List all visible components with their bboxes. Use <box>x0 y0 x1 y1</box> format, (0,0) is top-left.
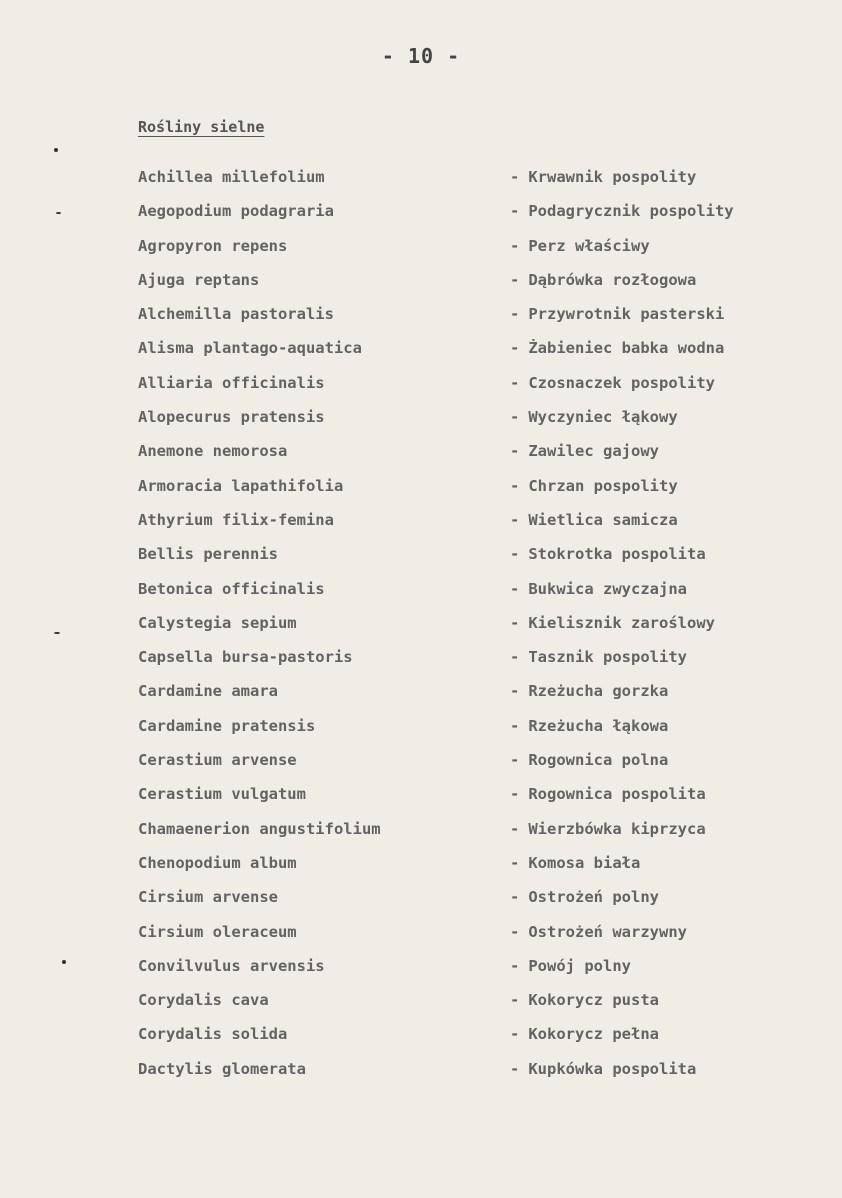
separator-dash: - <box>510 785 520 804</box>
list-item <box>0 957 842 991</box>
separator-dash: - <box>510 1025 520 1044</box>
list-item <box>0 580 842 614</box>
polish-name-text: Rzeżucha łąkowa <box>528 716 669 735</box>
separator-dash: - <box>510 236 520 255</box>
polish-name-text: Kielisznik zaroślowy <box>528 613 715 632</box>
polish-name-text: Perz właściwy <box>528 236 650 255</box>
list-item <box>0 614 842 648</box>
latin-name: Cardamine amara <box>138 682 278 701</box>
polish-name <box>510 648 687 666</box>
latin-name: Aegopodium podagraria <box>138 202 334 221</box>
polish-name-text: Ostrożeń warzywny <box>528 922 687 941</box>
polish-name <box>510 785 706 803</box>
separator-dash: - <box>510 751 520 770</box>
list-item <box>0 237 842 271</box>
polish-name-text: Zawilec gajowy <box>528 442 659 461</box>
margin-mark <box>62 960 66 964</box>
page-number: - 10 - <box>381 44 461 68</box>
separator-dash: - <box>510 305 520 324</box>
separator-dash: - <box>510 339 520 358</box>
margin-mark <box>56 212 61 214</box>
section-heading: Rośliny sielne <box>138 118 265 136</box>
separator-dash: - <box>510 956 520 975</box>
polish-name <box>510 305 724 323</box>
latin-name: Alopecurus pratensis <box>138 408 325 427</box>
separator-dash: - <box>510 373 520 392</box>
list-item <box>0 168 842 202</box>
polish-name-text: Rzeżucha gorzka <box>528 682 669 701</box>
polish-name-text: Chrzan pospolity <box>528 476 678 495</box>
latin-name: Cirsium oleraceum <box>138 922 297 941</box>
separator-dash: - <box>510 579 520 598</box>
separator-dash: - <box>510 819 520 838</box>
latin-name: Cirsium arvense <box>138 888 278 907</box>
polish-name <box>510 511 678 529</box>
separator-dash: - <box>510 716 520 735</box>
list-item <box>0 1025 842 1059</box>
polish-name-text: Wietlica samicza <box>528 510 678 529</box>
separator-dash: - <box>510 168 520 186</box>
polish-name <box>510 888 659 906</box>
polish-name <box>510 271 696 289</box>
latin-name: Alisma plantago-aquatica <box>138 339 362 358</box>
polish-name-text: Przywrotnik pasterski <box>528 305 725 324</box>
polish-name-text: Rogownica polna <box>528 751 669 770</box>
separator-dash: - <box>510 613 520 632</box>
separator-dash: - <box>510 682 520 701</box>
latin-name: Achillea millefolium <box>138 168 325 186</box>
latin-name: Alliaria officinalis <box>138 373 325 392</box>
polish-name <box>510 751 668 769</box>
list-item <box>0 682 842 716</box>
latin-name: Athyrium filix-femina <box>138 510 334 529</box>
polish-name-text: Powój polny <box>528 956 631 975</box>
latin-name: Agropyron repens <box>138 236 288 255</box>
latin-name: Ajuga reptans <box>138 270 260 289</box>
polish-name-text: Podagrycznik pospolity <box>528 202 734 221</box>
margin-mark <box>54 148 58 152</box>
separator-dash: - <box>510 442 520 461</box>
list-item <box>0 923 842 957</box>
separator-dash: - <box>510 853 520 872</box>
latin-name: Anemone nemorosa <box>138 442 288 461</box>
list-item <box>0 271 842 305</box>
list-item <box>0 339 842 373</box>
list-item <box>0 374 842 408</box>
list-item <box>0 854 842 888</box>
latin-name: Cerastium arvense <box>138 751 297 770</box>
list-item <box>0 888 842 922</box>
polish-name-text: Stokrotka pospolita <box>528 545 706 564</box>
latin-name: Armoracia lapathifolia <box>138 476 344 495</box>
latin-name: Bellis perennis <box>138 545 278 564</box>
polish-name <box>510 854 640 872</box>
list-item <box>0 785 842 819</box>
list-item <box>0 305 842 339</box>
polish-name-text: Kokorycz pusta <box>528 991 659 1010</box>
polish-name-text: Dąbrówka rozłogowa <box>528 270 697 289</box>
polish-name <box>510 477 678 495</box>
polish-name-text: Wyczyniec łąkowy <box>528 408 678 427</box>
list-item <box>0 408 842 442</box>
polish-name-text: Rogownica pospolita <box>528 785 706 804</box>
polish-name-text: Kokorycz pełna <box>528 1025 659 1044</box>
latin-name: Dactylis glomerata <box>138 1059 306 1078</box>
margin-mark <box>54 632 60 634</box>
list-item <box>0 820 842 854</box>
polish-name <box>510 339 724 357</box>
latin-name: Chamaenerion angustifolium <box>138 819 381 838</box>
separator-dash: - <box>510 270 520 289</box>
polish-name <box>510 957 631 975</box>
polish-name-text: Krwawnik pospolity <box>528 168 697 186</box>
polish-name <box>510 237 650 255</box>
latin-name: Betonica officinalis <box>138 579 325 598</box>
list-item <box>0 1060 842 1094</box>
list-item <box>0 751 842 785</box>
latin-name: Capsella bursa-pastoris <box>138 648 353 667</box>
polish-name-text: Tasznik pospolity <box>528 648 687 667</box>
polish-name-text: Komosa biała <box>528 853 641 872</box>
separator-dash: - <box>510 476 520 495</box>
polish-name-text: Ostrożeń polny <box>528 888 659 907</box>
polish-name <box>510 614 715 632</box>
polish-name-text: Żabieniec babka wodna <box>528 339 725 358</box>
latin-name: Cerastium vulgatum <box>138 785 306 804</box>
polish-name <box>510 168 696 186</box>
polish-name <box>510 923 687 941</box>
list-item <box>0 717 842 751</box>
latin-name: Chenopodium album <box>138 853 297 872</box>
separator-dash: - <box>510 888 520 907</box>
separator-dash: - <box>510 1059 520 1078</box>
separator-dash: - <box>510 408 520 427</box>
latin-name: Corydalis cava <box>138 991 269 1010</box>
polish-name <box>510 545 706 563</box>
polish-name <box>510 682 668 700</box>
list-item <box>0 545 842 579</box>
polish-name <box>510 442 659 460</box>
polish-name-text: Bukwica zwyczajna <box>528 579 687 598</box>
separator-dash: - <box>510 202 520 221</box>
latin-name: Convilvulus arvensis <box>138 956 325 975</box>
plant-list <box>0 168 842 1094</box>
polish-name <box>510 374 715 392</box>
polish-name <box>510 202 734 220</box>
polish-name <box>510 1025 659 1043</box>
polish-name <box>510 820 706 838</box>
list-item <box>0 648 842 682</box>
polish-name-text: Czosnaczek pospolity <box>528 373 715 392</box>
separator-dash: - <box>510 991 520 1010</box>
separator-dash: - <box>510 922 520 941</box>
list-item <box>0 202 842 236</box>
latin-name: Alchemilla pastoralis <box>138 305 334 324</box>
list-item <box>0 991 842 1025</box>
list-item <box>0 442 842 476</box>
latin-name: Calystegia sepium <box>138 613 297 632</box>
polish-name-text: Wierzbówka kiprzyca <box>528 819 706 838</box>
list-item <box>0 511 842 545</box>
latin-name: Corydalis solida <box>138 1025 288 1044</box>
polish-name <box>510 991 659 1009</box>
separator-dash: - <box>510 545 520 564</box>
separator-dash: - <box>510 510 520 529</box>
polish-name <box>510 717 668 735</box>
polish-name <box>510 1060 696 1078</box>
separator-dash: - <box>510 648 520 667</box>
polish-name <box>510 580 687 598</box>
polish-name <box>510 408 678 426</box>
latin-name: Cardamine pratensis <box>138 716 316 735</box>
list-item <box>0 477 842 511</box>
polish-name-text: Kupkówka pospolita <box>528 1059 697 1078</box>
